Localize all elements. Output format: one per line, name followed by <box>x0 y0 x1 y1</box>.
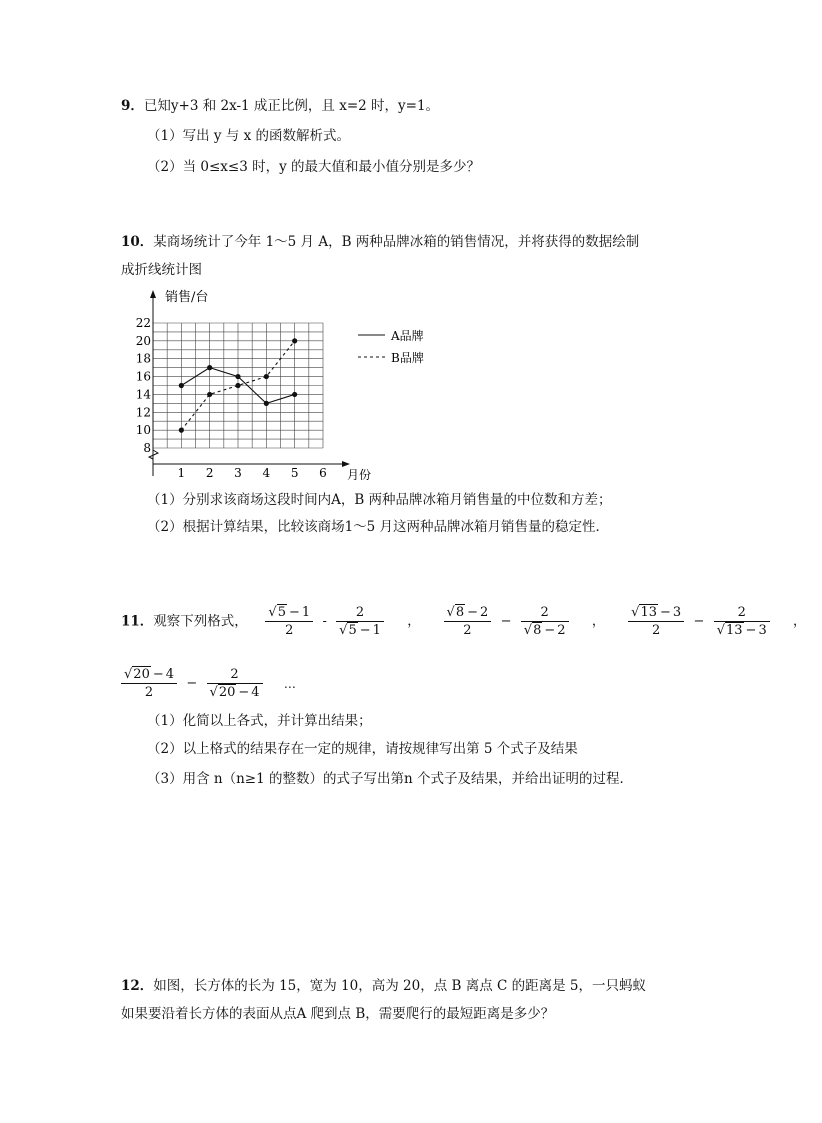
expr4-right-fraction: $\frac{2}{√20 - 4}$ <box>207 666 263 701</box>
q11-stem-text: 观察下列格式， <box>153 613 248 630</box>
q9-part2: （2）当 0≤x≤3 时，y 的最大值和最小值分别是多少？ <box>147 159 481 175</box>
expr1-right-fraction: $\frac{2}{√5 - 1}$ <box>336 604 384 639</box>
expr1-left-fraction: $\frac{√5 - 1}{2}$ <box>265 604 313 639</box>
y-tick-label: 16 <box>135 369 151 384</box>
q10-part2: （2）根据计算结果，比较该商场1～5 月这两种品牌冰箱月销售量的稳定性． <box>147 519 610 535</box>
series-b-point <box>179 428 184 433</box>
expr3-left-fraction: $\frac{√13 - 3}{2}$ <box>628 604 684 639</box>
legend-b-label: B品牌 <box>391 351 424 365</box>
q11-part1: （1）化简以上各式，并计算出结果； <box>147 713 372 729</box>
q12-line1-text: 如图，长方体的长为 15，宽为 10，高为 20，点 B 离点 C 的距离是 5，一只蚂蚁 <box>153 978 646 994</box>
x-axis-arrow <box>342 461 350 467</box>
series-b-point <box>264 374 269 379</box>
y-axis-label: 销售/台 <box>165 290 209 305</box>
y-tick-label: 20 <box>135 333 151 348</box>
q9-stem-text: 已知y+3 和 2x-1 成正比例，且 x=2 时，y=1。 <box>143 98 440 114</box>
sales-line-chart <box>135 284 440 484</box>
y-tick-label: 10 <box>135 423 151 438</box>
series-a-point <box>264 401 269 406</box>
legend-a-label: A品牌 <box>391 329 424 343</box>
y-tick-label: 18 <box>135 351 151 366</box>
series-a-point <box>235 374 240 379</box>
series-b-point <box>207 392 212 397</box>
q9-number: 9． <box>121 98 144 114</box>
separator: ， <box>591 613 605 629</box>
y-axis-arrow <box>150 290 156 298</box>
expr2-right-fraction: $\frac{2}{√8 - 2}$ <box>521 604 569 639</box>
y-tick-labels <box>136 316 152 455</box>
q9-stem <box>121 97 439 115</box>
q11-part2: （2）以上格式的结果存在一定的规律，请按规律写出第 5 个式子及结果 <box>147 741 578 757</box>
q11-expr4-line <box>121 660 296 707</box>
series-b-point <box>292 338 297 343</box>
x-axis-label: 月份 <box>347 468 372 482</box>
separator: ， <box>407 613 421 629</box>
q10-part1: （1）分别求该商场这段时间内A，B 两种品牌冰箱月销售量的中位数和方差； <box>147 492 612 508</box>
series-b-point <box>235 383 240 388</box>
x-tick-labels <box>178 466 327 480</box>
q9-part1: （1）写出 y 与 x 的函数解析式。 <box>147 128 350 144</box>
expr3-operator: − <box>693 613 705 629</box>
x-tick-label: 1 <box>177 466 186 480</box>
series-a-point <box>179 383 184 388</box>
y-tick-label: 12 <box>135 405 151 420</box>
expr2-operator: − <box>500 613 512 629</box>
x-tick-label: 6 <box>319 466 327 480</box>
expr1-sub: 1 <box>301 605 311 620</box>
x-tick-label: 4 <box>262 466 271 480</box>
expr4-left-fraction: $\frac{√20 - 4}{2}$ <box>121 666 177 701</box>
x-tick-label: 2 <box>205 466 214 480</box>
q11-number: 11． <box>121 613 154 630</box>
q12-line2: 如果要沿着长方体的表面从点A 爬到点 B，需要爬行的最短距离是多少？ <box>121 1006 555 1022</box>
expression-2 <box>441 605 576 638</box>
y-tick-label: 14 <box>135 387 151 402</box>
q12-line1 <box>121 977 646 995</box>
expression-1 <box>262 605 391 638</box>
expression-3 <box>625 605 777 638</box>
q10-number: 10． <box>121 234 154 250</box>
expression-4 <box>121 667 270 700</box>
series-a-point <box>292 392 297 397</box>
expr2-left-fraction: $\frac{√8 - 2}{2}$ <box>444 604 492 639</box>
expr1-operator: - <box>322 613 327 629</box>
series-a-point <box>207 365 212 370</box>
q10-stem-line1 <box>121 233 639 251</box>
y-tick-label: 8 <box>143 441 151 455</box>
q10-stem-line2: 成折线统计图 <box>121 262 202 278</box>
x-tick-label: 5 <box>290 466 299 480</box>
expr3-right-fraction: $\frac{2}{√13 - 3}$ <box>714 604 770 639</box>
q12-number: 12． <box>121 978 154 994</box>
ellipsis: … <box>283 676 296 691</box>
q11-part3: （3）用含 n（n≥1 的整数）的式子写出第n 个式子及结果，并给出证明的过程． <box>147 771 633 787</box>
x-tick-label: 3 <box>234 466 242 480</box>
q11-stem-line <box>121 596 822 647</box>
expr4-operator: − <box>186 675 198 691</box>
expr1-root: 5 <box>277 605 286 620</box>
q10-stem-text: 某商场统计了今年 1～5 月 A，B 两种品牌冰箱的销售情况，并将获得的数据绘制 <box>153 234 640 250</box>
y-tick-label: 22 <box>135 316 151 330</box>
separator: ， <box>793 613 807 629</box>
